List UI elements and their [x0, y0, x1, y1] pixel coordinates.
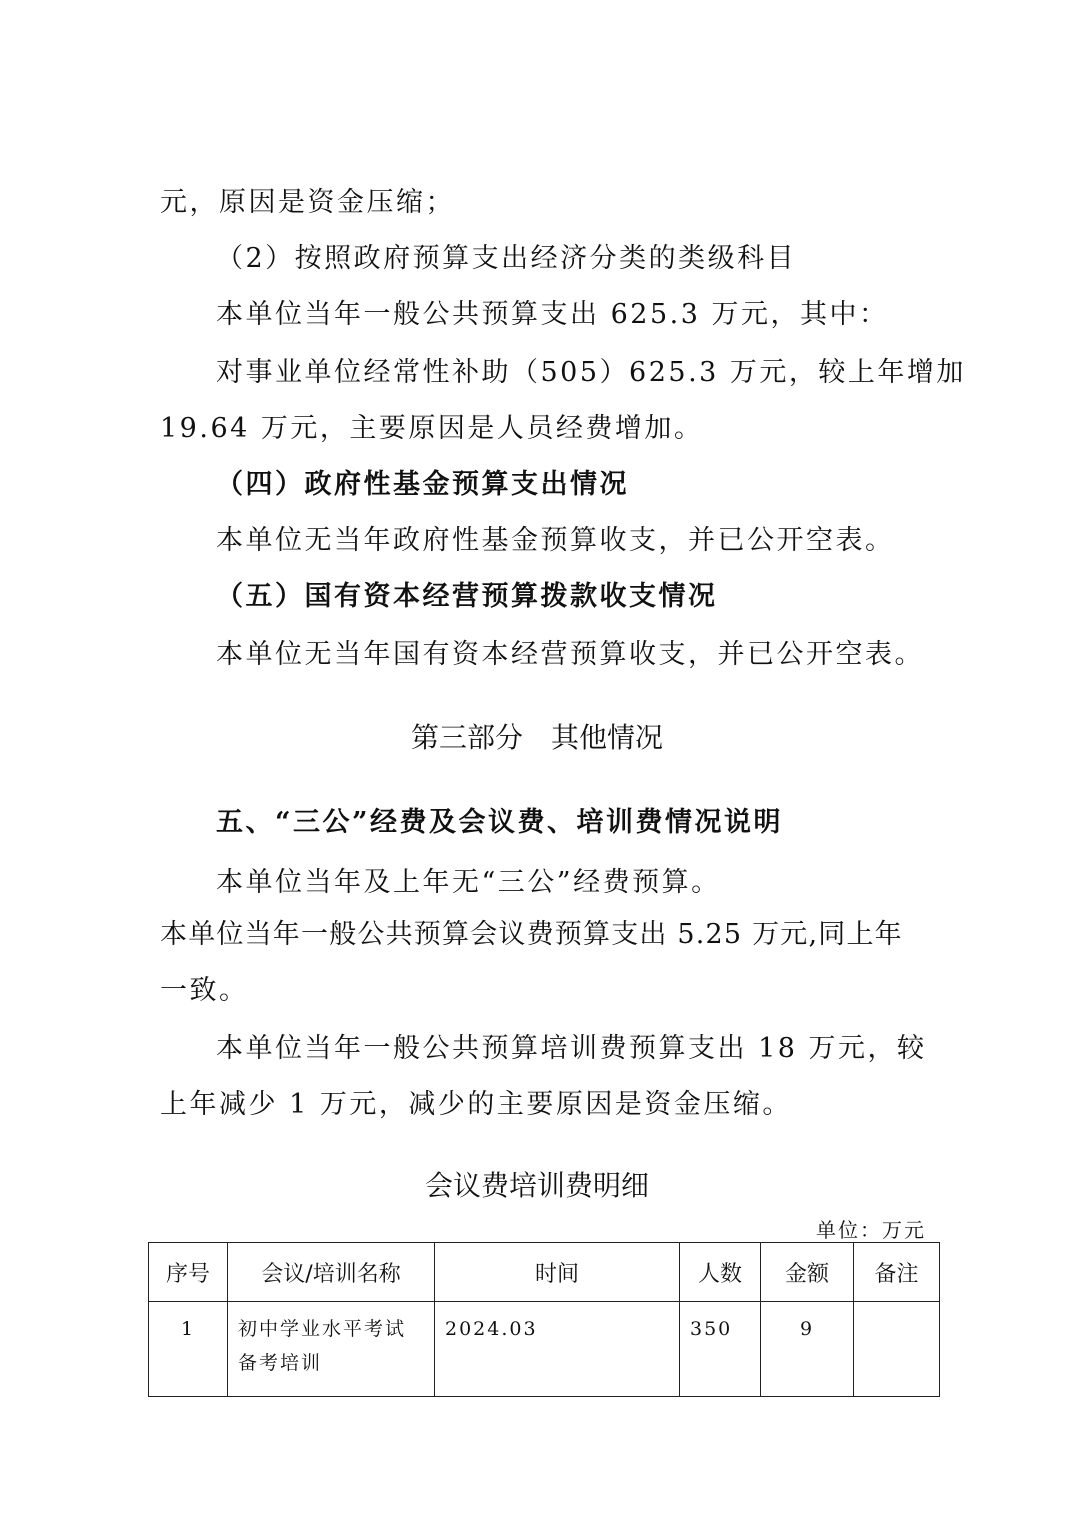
paragraph-line: 元，原因是资金压缩； [160, 187, 455, 218]
paragraph-line: 本单位当年及上年无“三公”经费预算。 [216, 867, 721, 898]
paragraph-line: 19.64 万元，主要原因是人员经费增加。 [160, 413, 704, 444]
cell-time: 2024.03 [435, 1302, 680, 1397]
expense-detail-table [148, 1242, 940, 1397]
paragraph-line: 一致。 [160, 975, 249, 1006]
paragraph-line: （2）按照政府预算支出经济分类的类级科目 [216, 243, 797, 274]
cell-name: 初中学业水平考试备考培训 [228, 1302, 435, 1397]
paragraph-line: 上年减少 1 万元，减少的主要原因是资金压缩。 [160, 1089, 792, 1120]
table-header-row [149, 1243, 940, 1302]
col-header: 人数 [680, 1243, 761, 1302]
table-title: 会议费培训费明细 [424, 1169, 649, 1202]
table-row [149, 1302, 940, 1397]
col-header: 金额 [761, 1243, 854, 1302]
paragraph-line: 本单位当年一般公共预算支出 625.3 万元，其中： [216, 299, 889, 330]
paragraph-line: 本单位当年一般公共预算会议费预算支出 5.25 万元,同上年 [160, 919, 903, 950]
part-title: 第三部分 其他情况 [410, 721, 663, 754]
paragraph-line: 本单位当年一般公共预算培训费预算支出 18 万元，较 [216, 1033, 927, 1064]
col-header: 时间 [435, 1243, 680, 1302]
cell-no: 1 [149, 1302, 228, 1397]
section-heading: （五）国有资本经营预算拨款收支情况 [216, 581, 718, 612]
paragraph-line: 本单位无当年国有资本经营预算收支，并已公开空表。 [216, 639, 924, 670]
col-header: 会议/培训名称 [228, 1243, 435, 1302]
paragraph-line: 对事业单位经常性补助（505）625.3 万元，较上年增加 [216, 357, 966, 388]
unit-label: 单位：万元 [816, 1218, 926, 1242]
col-header: 序号 [149, 1243, 228, 1302]
section-heading: （四）政府性基金预算支出情况 [216, 469, 629, 500]
cell-note [854, 1302, 940, 1397]
col-header: 备注 [854, 1243, 940, 1302]
cell-count: 350 [680, 1302, 761, 1397]
paragraph-line: 本单位无当年政府性基金预算收支，并已公开空表。 [216, 525, 895, 556]
cell-amount: 9 [761, 1302, 854, 1397]
section-heading: 五、“三公”经费及会议费、培训费情况说明 [216, 807, 784, 838]
